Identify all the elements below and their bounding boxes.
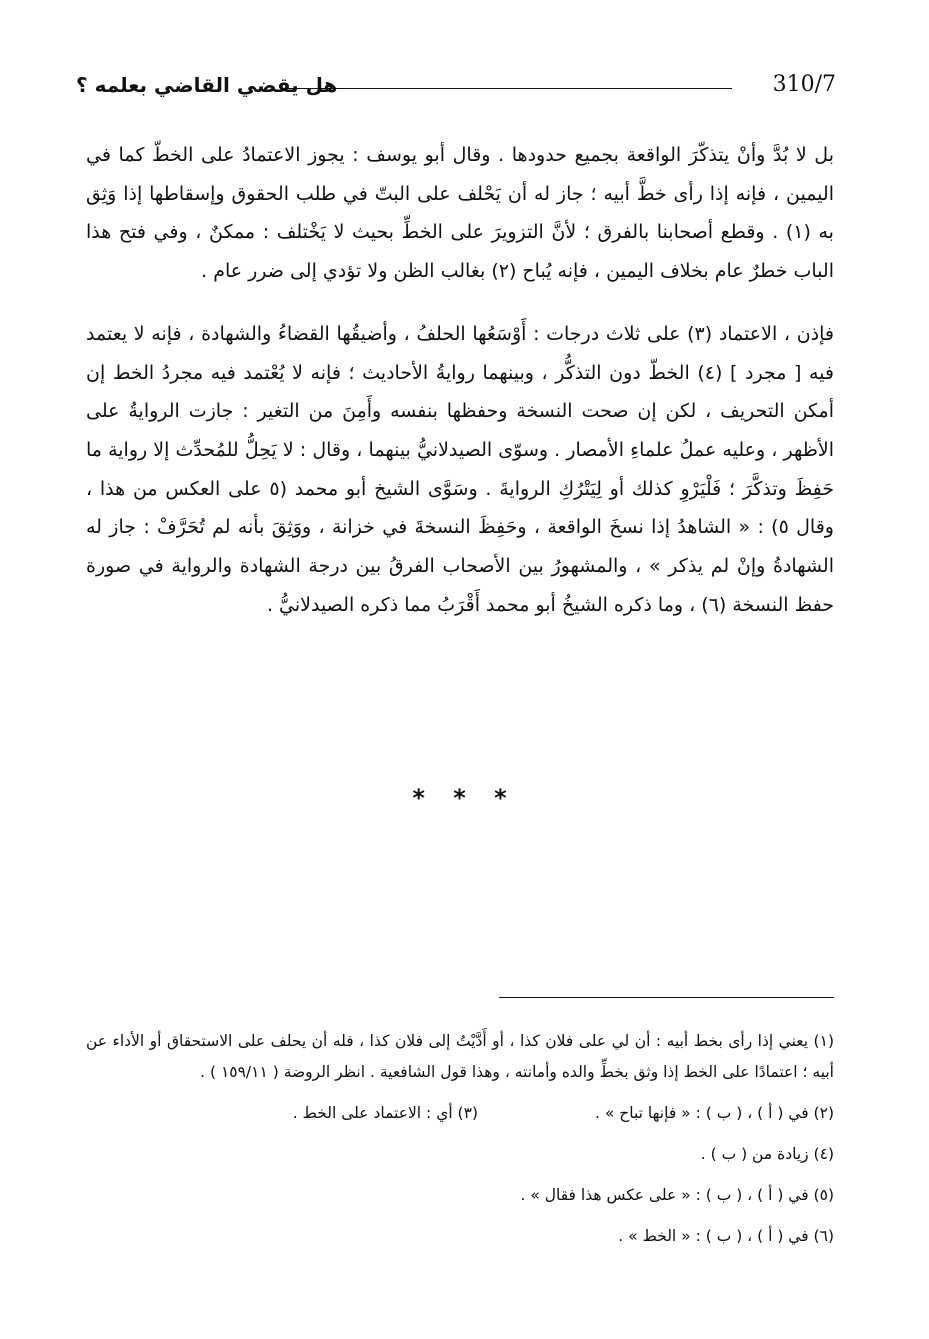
- footnote-rule: [499, 997, 834, 998]
- paragraph-1: بل لا بُدَّ وأنْ يتذكّرَ الواقعة بجميع حدودها . وقال أبو يوسف : يجوز الاعتمادُ على الخطّ كما في اليمين ، فإنه إذا رأى خطَّ أبيه ؛ جاز له أن يَحْلف على البتّ في طلب الحقوق وإسقاطها إذا وَثِق به (١) . وقطع أصحابنا بالفرق ؛ لأنَّ التزويرَ على الخطِّ بحيث لا يَخْتلف : ممكنٌ ، وفي فتح هذا الباب خطرٌ عام بخلاف اليمين ، فإنه يُباح (٢) بغالب الظن ولا تؤدي إلى ضرر عام .: [86, 144, 834, 283]
- page-number: 310/7: [772, 72, 836, 97]
- footnote-6: (٦) في ( أ ) ، ( ب ) : « الخط » .: [618, 1227, 834, 1245]
- footnote-3: (٣) أي : الاعتماد على الخط .: [292, 1104, 478, 1122]
- paragraph-2: فإذن ، الاعتماد (٣) على ثلاث درجات : أَوْسَعُها الحلفُ ، وأضيقُها القضاءُ والشهادة ، فإنه لا يعتمد فيه [ مجرد ] (٤) الخطّ دون التذكُّر ، وبينهما روايةُ الأحاديث ؛ فإنه لا يُعْتمد فيه مجردُ الخط إن أمكن التحريف ، لكن إن صحت النسخة وحفظها بنفسه وأَمِنَ من التغير : جازت الروايةُ على الأظهر ، وعليه عملُ علماءِ الأمصار . وسوّى الصيدلانيُّ بينهما ، وقال : لا يَحِلُّ للمُحدِّث إلا رواية ما حَفِظَ وتذكَّرَ ؛ فَلْيَرْوِ كذلك أو لِيَتْرُكِ الروايةَ . وسَوَّى الشيخ أبو محمد (٥ على العكس من هذا ، وقال ٥) : « الشاهدُ إذا نسخَ الواقعة ، وحَفِظَ النسخةَ في خزانة ، ووَثِقَ بأنه لم تُحَرَّفْ : جاز له الشهادةُ وإنْ لم يذكر » ، والمشهورُ بين الأصحاب الفرقُ بين درجة الشهادة والرواية في صورة حفظ النسخة (٦) ، وما ذكره الشيخُ أبو محمد أَقْرَبُ مما ذكره الصيدلانيُّ .: [86, 322, 834, 616]
- page-header: [76, 70, 836, 106]
- header-rule: [286, 88, 732, 89]
- running-title: هل يقضي القاضي بعلمه ؟: [76, 73, 338, 97]
- main-text: [86, 136, 834, 624]
- section-separator: * * *: [412, 784, 517, 812]
- footnote-5: (٥) في ( أ ) ، ( ب ) : « على عكس هذا فقال » .: [520, 1186, 834, 1204]
- footnote-1: (١) يعني إذا رأى بخط أبيه : أن لي على فلان كذا ، أو أَدَّيْتُ إلى فلان كذا ، فله أن يحلف على الاستحقاق أو الأداء عن أبيه ؛ اعتمادًا على الخط إذا وثق بخطِّ والده وأمانته ، وهذا قول الشافعية . انظر الروضة ( ١٥٩/١١ ) .: [86, 1032, 834, 1081]
- footnote-4: (٤) زيادة من ( ب ) .: [700, 1145, 834, 1163]
- footnotes: [86, 1026, 834, 1252]
- footnote-row-2-3: [86, 1098, 834, 1129]
- footnote-2: (٢) في ( أ ) ، ( ب ) : « فإنها تباح » .: [595, 1104, 834, 1122]
